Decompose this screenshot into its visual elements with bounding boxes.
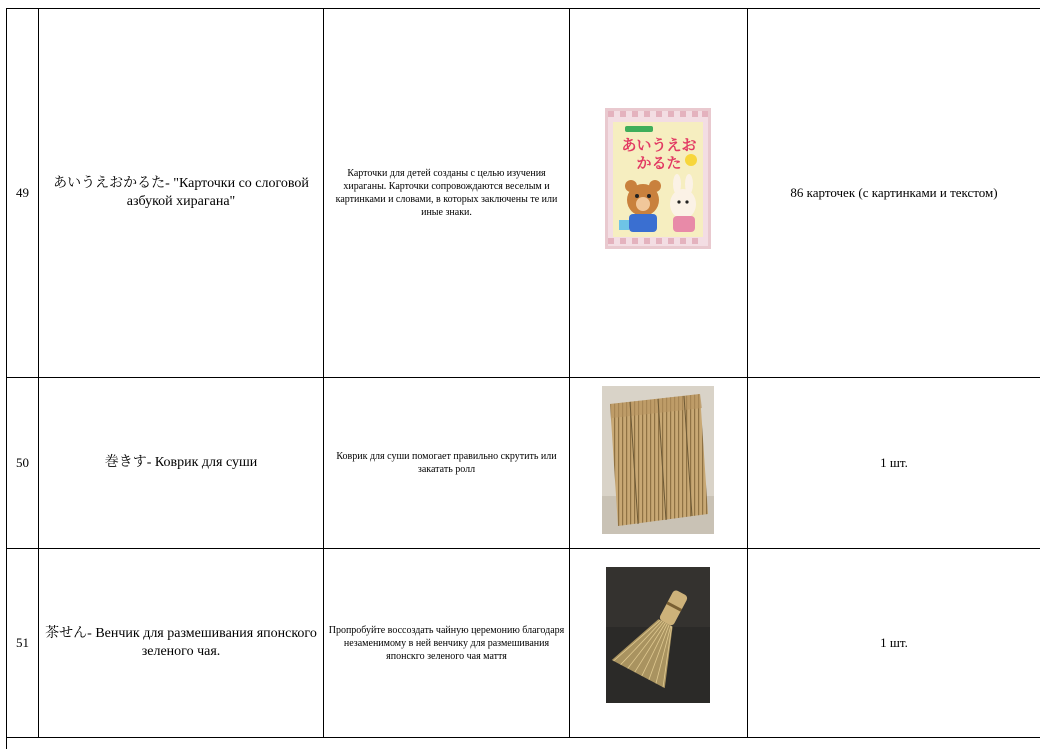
item-quantity: [748, 549, 1040, 737]
item-description-text: Коврик для суши помогает правильно скрутить или закатать ролл: [336, 451, 557, 475]
row-number-text: 50: [16, 455, 29, 470]
item-name-text: あいうえおかるた- "Карточки со слоговой азбукой хирагана": [53, 176, 309, 209]
svg-text:あいうえお: あいうえお: [621, 136, 697, 154]
item-name: [39, 378, 323, 548]
row-number: [7, 378, 38, 548]
row-number: [7, 549, 38, 737]
svg-text:かるた: かるた: [636, 154, 682, 172]
table-rule: [6, 737, 1040, 738]
item-description: [324, 9, 569, 377]
item-name: [39, 549, 323, 737]
item-name-text: 巻きす- Коврик для суши: [104, 455, 258, 470]
item-description-text: Пропробуйте воссоздать чайную церемонию благодаря незаменимому в ней венчику для размешивания японскго зеленого чая маття: [328, 624, 565, 662]
item-quantity-text: 1 шт.: [880, 635, 908, 650]
item-description: [324, 549, 569, 737]
item-quantity-text: 86 карточек (с картинками и текстом): [790, 185, 998, 200]
row-number-text: 51: [16, 635, 29, 650]
item-name-text: 茶せん- Венчик для размешивания японского зеленого чая.: [45, 626, 317, 659]
item-quantity-text: 1 шт.: [880, 455, 908, 470]
row-number: [7, 9, 38, 377]
bamboo-sushi-mat-photo: [602, 386, 714, 534]
row-number-text: 49: [16, 185, 29, 200]
hiragana-karuta-box-photo: [605, 108, 711, 249]
table-rule: [569, 8, 570, 737]
item-description: [324, 378, 569, 548]
bamboo-tea-whisk-photo: [606, 567, 710, 703]
item-name: [39, 9, 323, 377]
item-quantity: [748, 378, 1040, 548]
item-description-text: Карточки для детей созданы с целью изучения хираганы. Карточки сопровождаются веселым и картинками и словами, в которых заключены те или иные знаки.: [335, 168, 558, 218]
item-quantity: [748, 9, 1040, 377]
